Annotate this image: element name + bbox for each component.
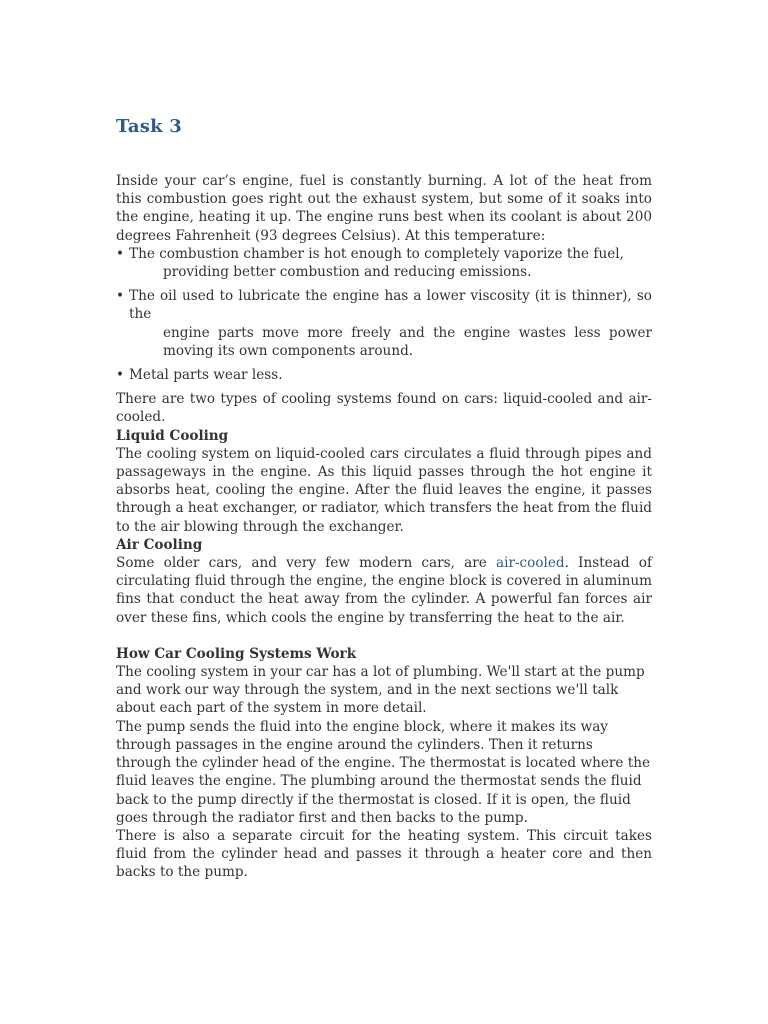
how-cooling-heading: How Car Cooling Systems Work [116, 645, 357, 662]
air-cooling-paragraph: Some older cars, and very few modern cars, are air-cooled. Instead of circulating fluid through the engine, the engine block is covered in aluminum fins that conduct the heat away from the cylinder. A powerful fan forces air over these fins, which cools the engine by transferring the heat to the air. [116, 555, 652, 626]
bullet-item-1 [116, 245, 652, 281]
how-paragraph-2: The pump sends the fluid into the engine block, where it makes its way through passages in the engine around the cylinders. Then it returns through the cylinder head of the engine. The thermostat is located where the fluid leaves the engine. The plumbing around the thermostat sends the fluid back to the pump directly if the thermostat is closed. If it is open, the fluid goes through the radiator first and then backs to the pump. [116, 718, 650, 826]
page-title: Task 3 [116, 116, 182, 137]
liquid-cooling-paragraph: The cooling system on liquid-cooled cars circulates a fluid through pipes and passageways in the engine. As this liquid passes through the hot engine it absorbs heat, cooling the engine. After the fluid leaves the engine, it passes through a heat exchanger, or radiator, which transfers the heat from the fluid to the air blowing through the exchanger. [116, 445, 652, 535]
bullet-icon: • [116, 245, 125, 262]
bullet-text: The oil used to lubricate the engine has a lower viscosity (it is thinner), so the engine parts move more freely and the engine wastes less power moving its own components around. [129, 288, 652, 359]
how-paragraph-1: The cooling system in your car has a lot of plumbing. We'll start at the pump and work our way through the system, and in the next sections we'll talk about each part of the system in more detail. [116, 664, 645, 717]
bullet-item-2 [116, 287, 652, 360]
air-cooled-link[interactable]: air-cooled [496, 555, 565, 572]
bullet-item-3 [116, 366, 652, 384]
bullet-text: The combustion chamber is hot enough to completely vaporize the fuel, providing better combustion and reducing emissions. [129, 245, 624, 281]
document-body [116, 172, 652, 882]
intro-paragraph: Inside your car’s engine, fuel is constantly burning. A lot of the heat from this combustion goes right out the exhaust system, but some of it soaks into the engine, heating it up. The engine runs best when its coolant is about 200 degrees Fahrenheit (93 degrees Celsius). At this temperature: [116, 173, 652, 244]
bullet-icon: • [116, 367, 125, 384]
spacer [116, 627, 652, 645]
how-paragraph-3: There is also a separate circuit for the heating system. This circuit takes fluid from the cylinder head and passes it through a heater core and then backs to the pump. [116, 827, 652, 881]
air-cooling-heading: Air Cooling [116, 536, 203, 553]
bullet-text: Metal parts wear less. [129, 367, 283, 384]
bullet-icon: • [116, 288, 125, 305]
types-paragraph: There are two types of cooling systems found on cars: liquid-cooled and air-cooled. [116, 391, 652, 426]
liquid-cooling-heading: Liquid Cooling [116, 427, 229, 444]
